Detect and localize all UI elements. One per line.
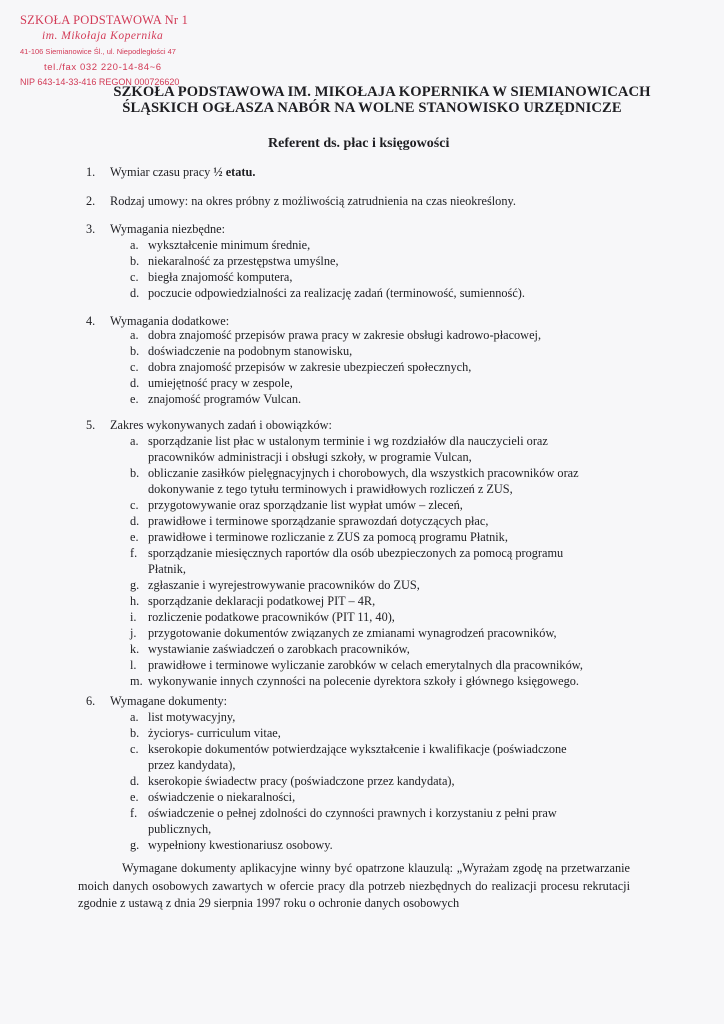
section-5-number: 5.	[86, 418, 96, 432]
title-line-1: SZKOŁA PODSTAWOWA IM. MIKOŁAJA KOPERNIKA W SIEMIANOWICACH	[113, 84, 651, 100]
list-item: oświadczenie o niekaralności,	[148, 790, 296, 804]
list-item-marker: c.	[130, 498, 139, 512]
list-item: wykształcenie minimum średnie,	[148, 238, 311, 252]
section-3-label: Wymagania niezbędne:	[110, 222, 226, 236]
list-item-marker: f.	[130, 806, 138, 820]
section-4-number: 4.	[86, 314, 96, 328]
list-item-marker: e.	[130, 790, 139, 804]
stamp-line-nip: NIP 643-14-33-416 REGON 000726620	[20, 77, 180, 87]
list-item-marker: g.	[130, 838, 140, 852]
list-item-marker: b.	[130, 254, 140, 268]
list-item-continuation: przez kandydata),	[148, 758, 236, 772]
section-6-number: 6.	[86, 694, 96, 708]
list-item-marker: d.	[130, 514, 140, 528]
list-item: niekaralność za przestępstwa umyślne,	[148, 254, 339, 268]
list-item-continuation: publicznych,	[148, 822, 212, 836]
list-item-marker: k.	[130, 642, 140, 656]
section-6-label: Wymagane dokumenty:	[110, 694, 228, 708]
list-item: obliczanie zasiłków pielęgnacyjnych i chorobowych, dla wszystkich pracowników oraz	[148, 466, 579, 480]
list-item: znajomość programów Vulcan.	[148, 392, 302, 406]
list-item: prawidłowe i terminowe sporządzanie sprawozdań dotyczących płac,	[148, 514, 489, 528]
list-item-marker: i.	[130, 610, 137, 624]
list-item: prawidłowe i terminowe rozliczanie z ZUS za pomocą programu Płatnik,	[148, 530, 508, 544]
closing-paragraph: Wymagane dokumenty aplikacyjne winny być opatrzone klauzulą: „Wyrażam zgodę na przetwarzanie moich danych osobowych zawartych w ofercie pracy dla potrzeb niezbędnych do realizacji procesu rekrutacji zgodnie z ustawą z dnia 29 sierpnia 1997 roku o ochronie danych osobowych	[78, 861, 630, 910]
list-item: kserokopie świadectw pracy (poświadczone przez kandydata),	[148, 774, 455, 788]
list-item: rozliczenie podatkowe pracowników (PIT 11, 40),	[148, 610, 395, 624]
list-item: dobra znajomość przepisów prawa pracy w zakresie obsługi kadrowo-płacowej,	[148, 328, 542, 342]
title-line-2: ŚLĄSKICH OGŁASZA NABÓR NA WOLNE STANOWISKO URZĘDNICZE	[122, 100, 622, 116]
list-item-marker: h.	[130, 594, 140, 608]
list-item: przygotowanie dokumentów związanych ze zmianami wynagrodzeń pracowników,	[148, 626, 557, 640]
section-3-number: 3.	[86, 222, 96, 236]
list-item-marker: c.	[130, 270, 139, 284]
list-item-continuation: dokonywanie z tego tytułu terminowych i prawidłowych rozliczeń z ZUS,	[148, 482, 513, 496]
list-item: przygotowywanie oraz sporządzanie list wypłat umów – zleceń,	[148, 498, 463, 512]
list-item: życiorys- curriculum vitae,	[148, 726, 281, 740]
list-item-marker: a.	[130, 434, 139, 448]
list-item-marker: e.	[130, 392, 139, 406]
list-item: prawidłowe i terminowe wyliczanie zarobków w celach emerytalnych dla pracowników,	[148, 658, 583, 672]
list-item: umiejętność pracy w zespole,	[148, 376, 293, 390]
section-1-number: 1.	[86, 165, 96, 179]
list-item-marker: d.	[130, 376, 140, 390]
list-item: sporządzanie miesięcznych raportów dla osób ubezpieczonych za pomocą programu	[148, 546, 564, 560]
list-item: wystawianie zaświadczeń o zarobkach pracowników,	[148, 642, 410, 656]
list-item-marker: c.	[130, 742, 139, 756]
list-item: dobra znajomość przepisów w zakresie ubezpieczeń społecznych,	[148, 360, 472, 374]
list-item-marker: e.	[130, 530, 139, 544]
list-item-marker: b.	[130, 466, 140, 480]
list-item: wykonywanie innych czynności na polecenie dyrektora szkoły i głównego księgowego.	[148, 674, 579, 688]
list-item: biegła znajomość komputera,	[148, 270, 293, 284]
section-1-label: Wymiar czasu pracy	[110, 165, 214, 179]
list-item-marker: b.	[130, 344, 140, 358]
stamp-line-patron: im. Mikołaja Kopernika	[42, 30, 164, 42]
list-item: kserokopie dokumentów potwierdzające wykształcenie i kwalifikacje (poświadczone	[148, 742, 567, 756]
list-item: oświadczenie o pełnej zdolności do czynności prawnych i korzystaniu z pełni praw	[148, 806, 557, 820]
stamp-line-address: 41-106 Siemianowice Śl., ul. Niepodległości 47	[20, 47, 176, 56]
list-item: sporządzanie list płac w ustalonym terminie i wg rozdziałów dla nauczycieli oraz	[148, 434, 548, 448]
list-item-marker: g.	[130, 578, 140, 592]
list-item-marker: c.	[130, 360, 139, 374]
list-item: wypełniony kwestionariusz osobowy.	[148, 838, 333, 852]
list-item-marker: d.	[130, 774, 140, 788]
position-title: Referent ds. płac i księgowości	[268, 136, 450, 151]
list-item-marker: a.	[130, 328, 139, 342]
list-item: list motywacyjny,	[148, 710, 236, 724]
stamp-line-phone: tel./fax 032 220-14-84~6	[44, 62, 162, 73]
section-5-label: Zakres wykonywanych zadań i obowiązków:	[110, 418, 332, 432]
list-item-continuation: Płatnik,	[148, 562, 186, 576]
section-1	[110, 165, 255, 179]
list-item-marker: a.	[130, 238, 139, 252]
list-item-marker: j.	[130, 626, 137, 640]
list-item-marker: a.	[130, 710, 139, 724]
list-item-marker: b.	[130, 726, 140, 740]
list-item: sporządzanie deklaracji podatkowej PIT – 4R,	[148, 594, 376, 608]
list-item-marker: m.	[130, 674, 143, 688]
list-item: poczucie odpowiedzialności za realizację zadań (terminowość, sumienność).	[148, 286, 525, 300]
list-item-continuation: pracowników administracji i obsługi szkoły, w programie Vulcan,	[148, 450, 472, 464]
list-item-marker: f.	[130, 546, 138, 560]
stamp-line-school: SZKOŁA PODSTAWOWA Nr 1	[20, 13, 189, 27]
list-item: doświadczenie na podobnym stanowisku,	[148, 344, 353, 358]
section-2-label: Rodzaj umowy: na okres próbny z możliwością zatrudnienia na czas nieokreślony.	[110, 194, 516, 208]
section-4-label: Wymagania dodatkowe:	[110, 314, 230, 328]
list-item-marker: d.	[130, 286, 140, 300]
list-item-marker: l.	[130, 658, 137, 672]
list-item: zgłaszanie i wyrejestrowywanie pracowników do ZUS,	[148, 578, 420, 592]
section-1-value: ½ etatu.	[213, 165, 256, 179]
section-2-number: 2.	[86, 194, 96, 208]
